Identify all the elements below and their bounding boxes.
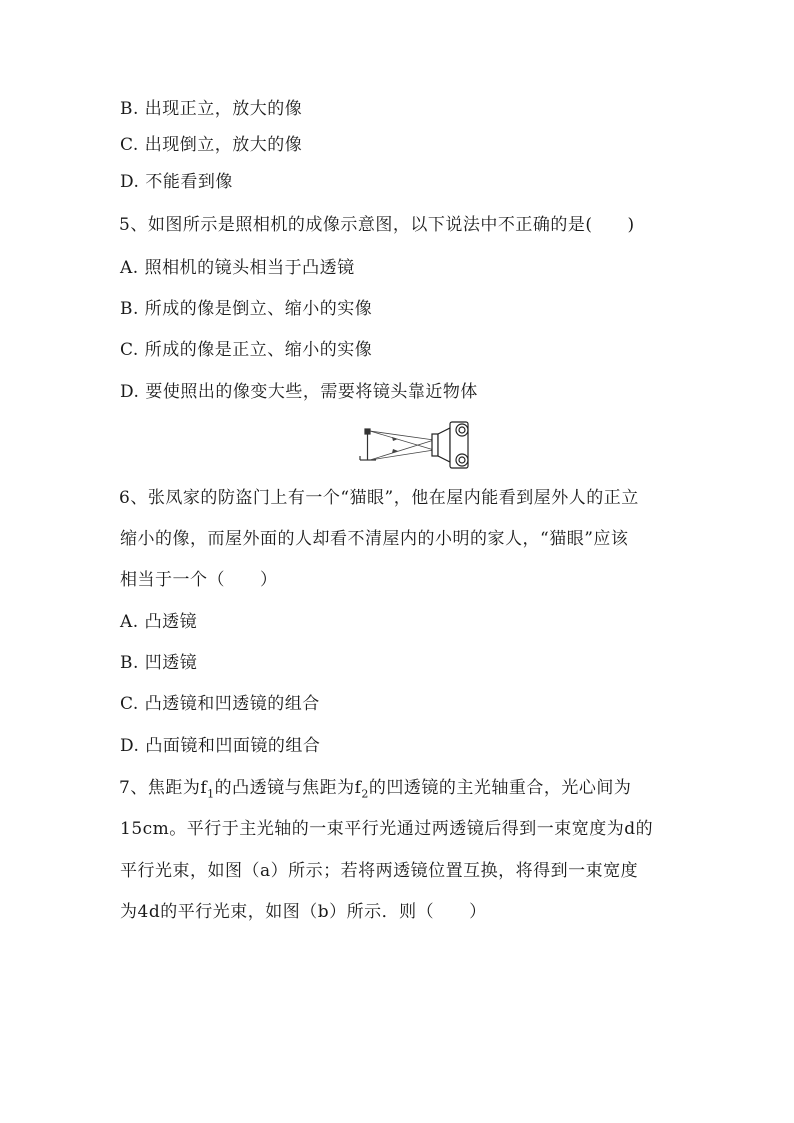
q6-option-b: B. 凹透镜 [120, 653, 198, 673]
q7-stem-line-2: 15cm。平行于主光轴的一束平行光通过两透镜后得到一束宽度为d的 [120, 819, 654, 839]
q5-option-d: D. 要使照出的像变大些，需要将镜头靠近物体 [120, 382, 478, 402]
light-rays [370, 431, 434, 460]
q4-option-d: D. 不能看到像 [120, 172, 233, 192]
q6-option-d: D. 凸面镜和凹面镜的组合 [120, 736, 321, 756]
q6-option-a: A. 凸透镜 [120, 612, 198, 632]
q6-stem-line-2: 缩小的像，而屋外面的人却看不清屋内的小明的家人，“猫眼”应该 [120, 529, 629, 549]
q5-option-a: A. 照相机的镜头相当于凸透镜 [120, 258, 355, 278]
q5-stem: 5、如图所示是照相机的成像示意图，以下说法中不正确的是( ) [119, 215, 635, 235]
q4-option-c: C. 出现倒立，放大的像 [120, 135, 303, 155]
camera-imaging-diagram [354, 420, 472, 470]
q7-sub-2: 2 [361, 787, 369, 801]
q7-l1-part-a: 7、焦距为f [119, 778, 208, 798]
q5-option-c: C. 所成的像是正立、缩小的实像 [120, 340, 373, 360]
q6-stem-line-1: 6、张凤家的防盗门上有一个“猫眼”，他在屋内能看到屋外人的正立 [119, 488, 639, 508]
q7-stem-line-3: 平行光束，如图（a）所示；若将两透镜位置互换，将得到一束宽度 [120, 861, 639, 881]
q6-stem-line-3: 相当于一个（ ） [120, 570, 278, 590]
q7-stem-line-4: 为4d的平行光束，如图（b）所示．则（ ） [120, 902, 487, 922]
q5-option-b: B. 所成的像是倒立、缩小的实像 [120, 299, 373, 319]
q7-l1-part-b: 的凸透镜与焦距为f [214, 778, 362, 798]
q6-option-c: C. 凸透镜和凹透镜的组合 [120, 694, 320, 714]
q7-l1-part-c: 的凹透镜的主光轴重合，光心间为 [368, 778, 632, 798]
q7-sub-1: 1 [207, 787, 215, 801]
q7-stem-line-1 [119, 778, 632, 801]
q4-option-b: B. 出现正立，放大的像 [120, 99, 303, 119]
camera-body [432, 422, 468, 468]
object-figure [360, 429, 376, 460]
